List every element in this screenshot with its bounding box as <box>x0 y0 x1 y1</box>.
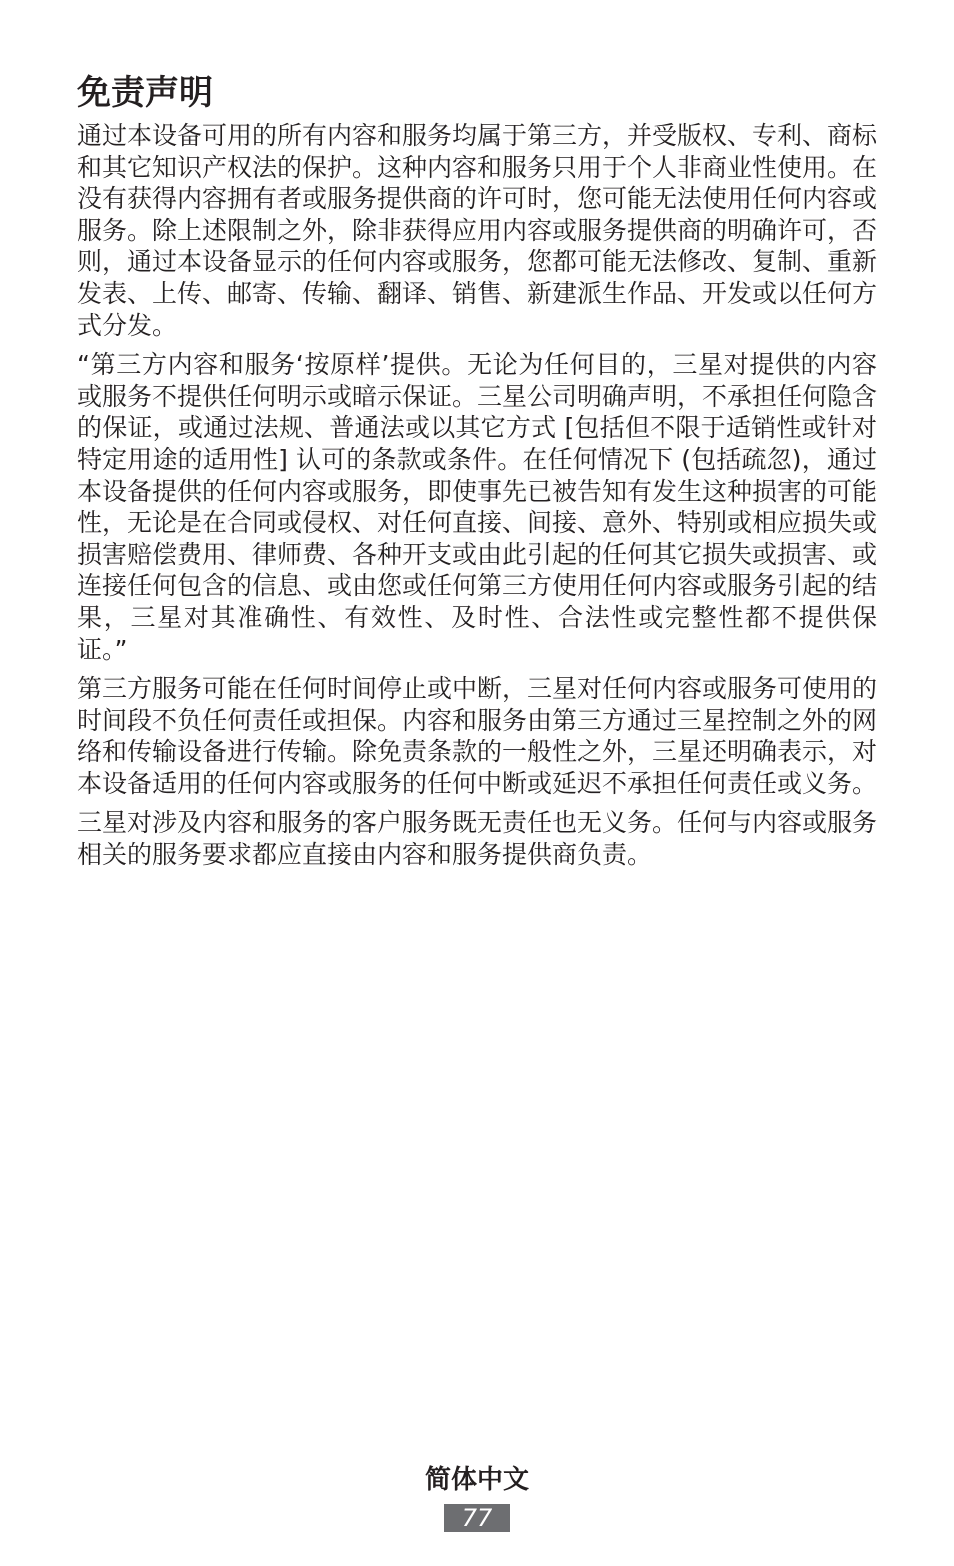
page-number: 77 <box>444 1504 510 1532</box>
disclaimer-section <box>77 70 877 879</box>
paragraph-as-is: “第三方内容和服务‘按原样’提供。无论为任何目的，三星对提供的内容或服务不提供任何明示或暗示保证。三星公司明确声明，不承担任何隐含的保证，或通过法规、普通法或以其它方式 [包括但不限于适销性或针对特定用途的适用性] 认可的条款或条件。在任何情况下 (包括疏忽)，通过本设备提供的任何内容或服务，即使事先已被告知有发生这种损害的可能性，无论是在合同或侵权、对任何直接、间接、意外、特别或相应损失或损害赔偿费用、律师费、各种开支或由此引起的任何其它损失或损害、或连接任何包含的信息、或由您或任何第三方使用任何内容或服务引起的结果，三星对其准确性、有效性、及时性、合法性或完整性都不提供保证。” <box>77 350 878 664</box>
paragraph-copyright: 通过本设备可用的所有内容和服务均属于第三方，并受版权、专利、商标和其它知识产权法的保护。这种内容和服务只用于个人非商业性使用。在没有获得内容拥有者或服务提供商的许可时，您可能无法使用任何内容或服务。除上述限制之外，除非获得应用内容或服务提供商的明确许可，否则，通过本设备显示的任何内容或服务，您都可能无法修改、复制、重新发表、上传、邮寄、传输、翻译、销售、新建派生作品、开发或以任何方式分发。 <box>77 121 878 340</box>
paragraph-interruption: 第三方服务可能在任何时间停止或中断，三星对任何内容或服务可使用的时间段不负任何责任或担保。内容和服务由第三方通过三星控制之外的网络和传输设备进行传输。除免责条款的一般性之外，三星还明确表示，对本设备适用的任何内容或服务的任何中断或延迟不承担任何责任或义务。 <box>77 674 878 798</box>
page-title: 免责声明 <box>77 73 213 113</box>
paragraph-customer-service: 三星对涉及内容和服务的客户服务既无责任也无义务。任何与内容或服务相关的服务要求都应直接由内容和服务提供商负责。 <box>77 808 878 870</box>
page-footer <box>0 1462 954 1532</box>
language-label: 简体中文 <box>424 1465 529 1495</box>
